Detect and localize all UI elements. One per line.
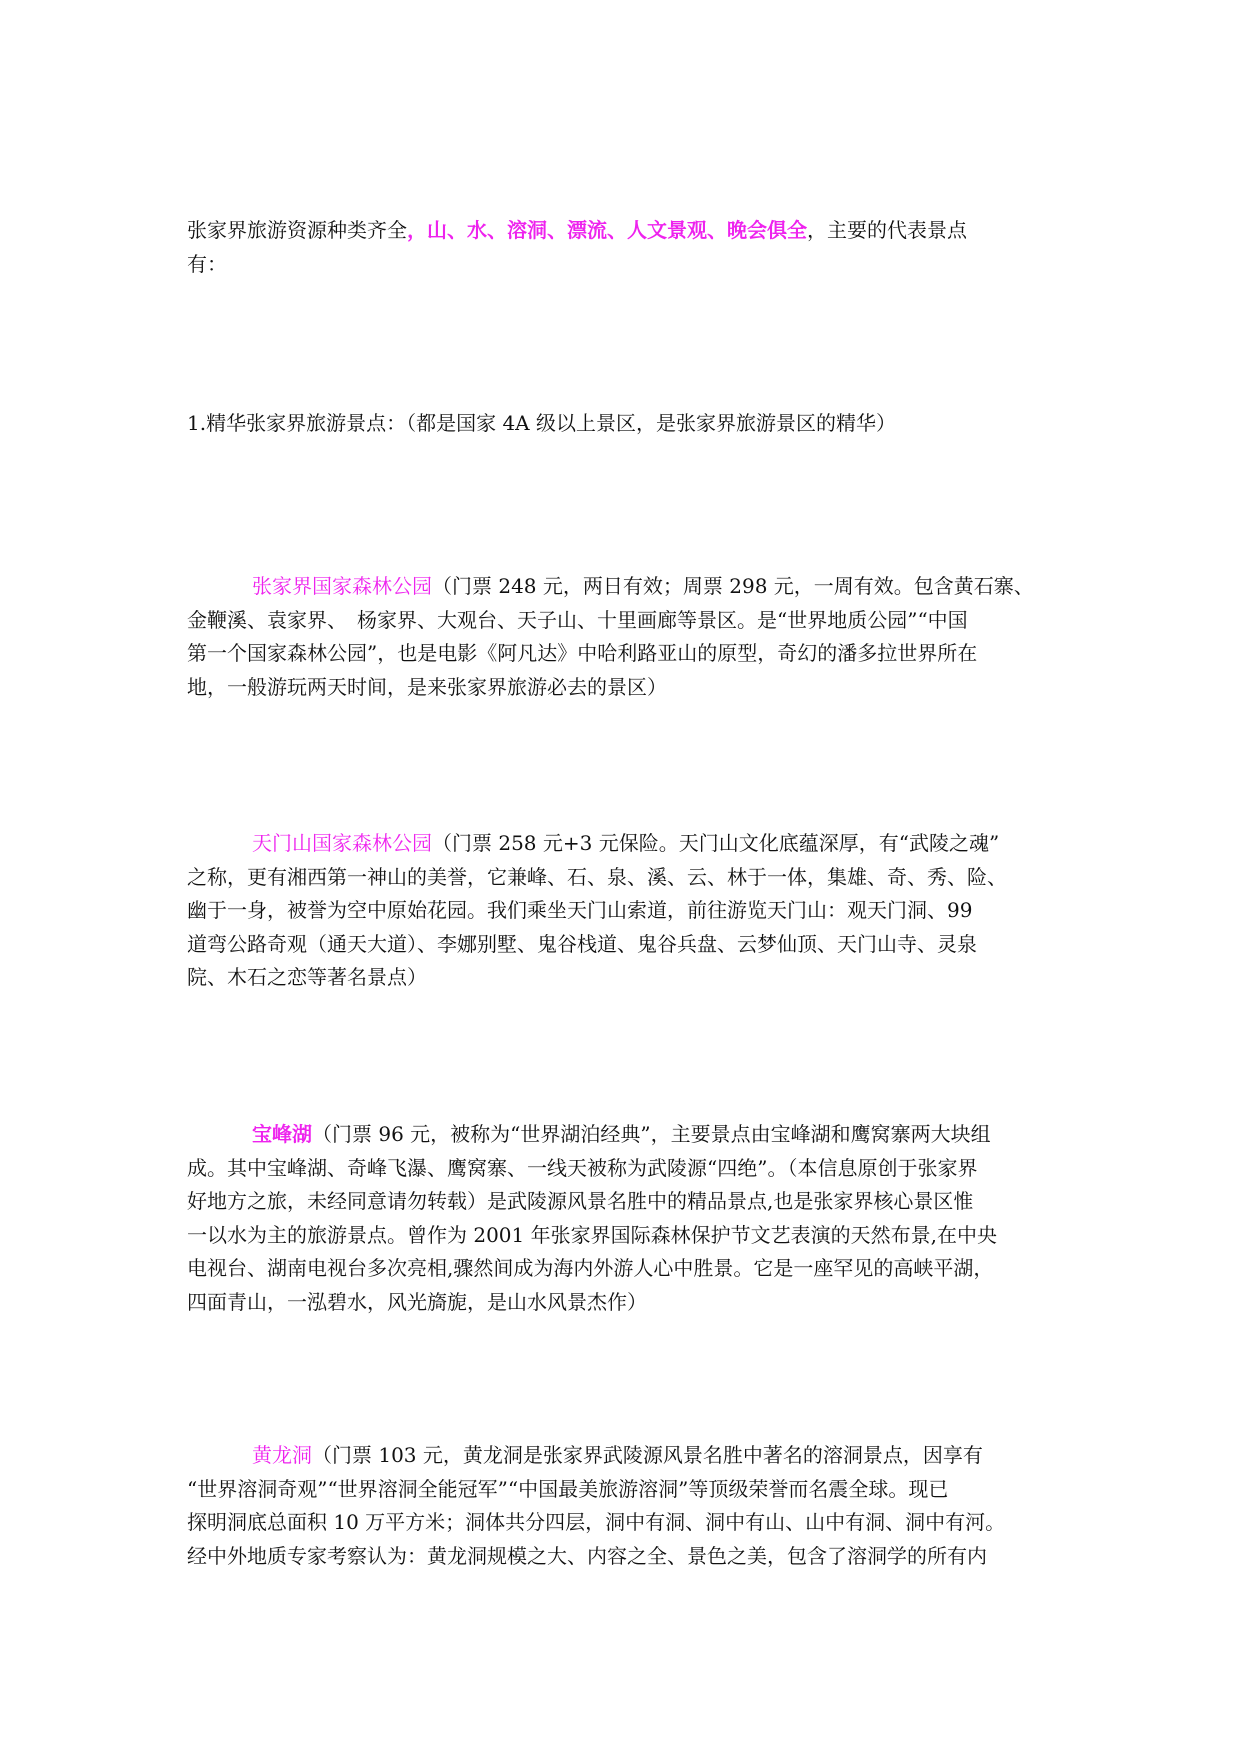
spot-paragraph-tianmenshan <box>187 827 1067 995</box>
spot-line: “世界溶洞奇观”“世界溶洞全能冠军”“中国最美旅游溶洞”等顶级荣誉而名震全球。现已 <box>187 1476 949 1501</box>
intro-paragraph <box>187 214 1067 281</box>
spot-line: 一以水为主的旅游景点。曾作为 2001 年张家界国际森林保护节文艺表演的天然布景,在中央 <box>187 1222 997 1247</box>
spot-name: 张家界国家森林公园 <box>252 574 432 598</box>
intro-line-1 <box>187 214 1067 248</box>
spot-line: 经中外地质专家考察认为：黄龙洞规模之大、内容之全、景色之美，包含了溶洞学的所有内 <box>187 1543 987 1568</box>
section-heading: 1.精华张家界旅游景点：（都是国家 4A 级以上景区，是张家界旅游景区的精华） <box>187 411 896 435</box>
spot-line: 幽于一身，被誉为空中原始花园。我们乘坐天门山索道，前往游览天门山：观天门洞、99 <box>187 898 973 922</box>
spot-line: 成。其中宝峰湖、奇峰飞瀑、鹰窝寨、一线天被称为武陵源“四绝”。（本信息原创于张家界 <box>187 1155 978 1180</box>
spot-line: 宝峰湖（门票 96 元，被称为“世界湖泊经典”，主要景点由宝峰湖和鹰窝寨两大块组 <box>252 1122 991 1146</box>
spot-line: 天门山国家森林公园（门票 258 元+3 元保险。天门山文化底蕴深厚，有“武陵之魂” <box>252 831 1000 855</box>
intro-line-2: 有： <box>187 251 227 276</box>
spot-line: 院、木石之恋等著名景点） <box>187 965 427 989</box>
spot-line: 之称，更有湘西第一神山的美誉，它兼峰、石、泉、溪、云、林于一体，集雄、奇、秀、险、 <box>187 864 1007 889</box>
spot-paragraph-zhangjiajie <box>187 570 1067 704</box>
spot-line: 黄龙洞（门票 103 元，黄龙洞是张家界武陵源风景名胜中著名的溶洞景点，因享有 <box>252 1443 983 1467</box>
intro-highlight: ，山、水、溶洞、漂流、人文景观、晚会俱全 <box>407 218 807 242</box>
spot-paragraph-baofenghu <box>187 1118 1067 1319</box>
spot-name: 天门山国家森林公园 <box>252 831 432 855</box>
spot-line: 四面青山，一泓碧水，风光旖旎，是山水风景杰作） <box>187 1289 647 1314</box>
spot-line: 张家界国家森林公园（门票 248 元，两日有效；周票 298 元，一周有效。包含黄石寨、 <box>252 574 1034 598</box>
intro-text-end: ，主要的代表景点 <box>807 218 967 242</box>
spot-paragraph-huanglongdong <box>187 1439 1067 1573</box>
spot-name: 宝峰湖 <box>252 1122 312 1146</box>
spot-line: 道弯公路奇观（通天大道）、李娜别墅、鬼谷栈道、鬼谷兵盘、云梦仙顶、天门山寺、灵泉 <box>187 931 977 956</box>
spot-line: 第一个国家森林公园”，也是电影《阿凡达》中哈利路亚山的原型，奇幻的潘多拉世界所在 <box>187 641 978 665</box>
spot-name: 黄龙洞 <box>252 1443 312 1467</box>
intro-text: 张家界旅游资源种类齐全 <box>187 218 407 242</box>
spot-line: 探明洞底总面积 10 万平方米；洞体共分四层，洞中有洞、洞中有山、山中有洞、洞中有河。 <box>187 1510 1006 1534</box>
spot-line: 地，一般游玩两天时间，是来张家界旅游必去的景区） <box>187 674 667 699</box>
spot-line: 电视台、湖南电视台多次亮相,骤然间成为海内外游人心中胜景。它是一座罕见的高峡平湖， <box>187 1256 994 1280</box>
spot-line: 金鞭溪、袁家界、 杨家界、大观台、天子山、十里画廊等景区。是“世界地质公园”“中国 <box>187 607 968 632</box>
spot-line: 好地方之旅，未经同意请勿转载）是武陵源风景名胜中的精品景点,也是张家界核心景区惟 <box>187 1189 974 1213</box>
